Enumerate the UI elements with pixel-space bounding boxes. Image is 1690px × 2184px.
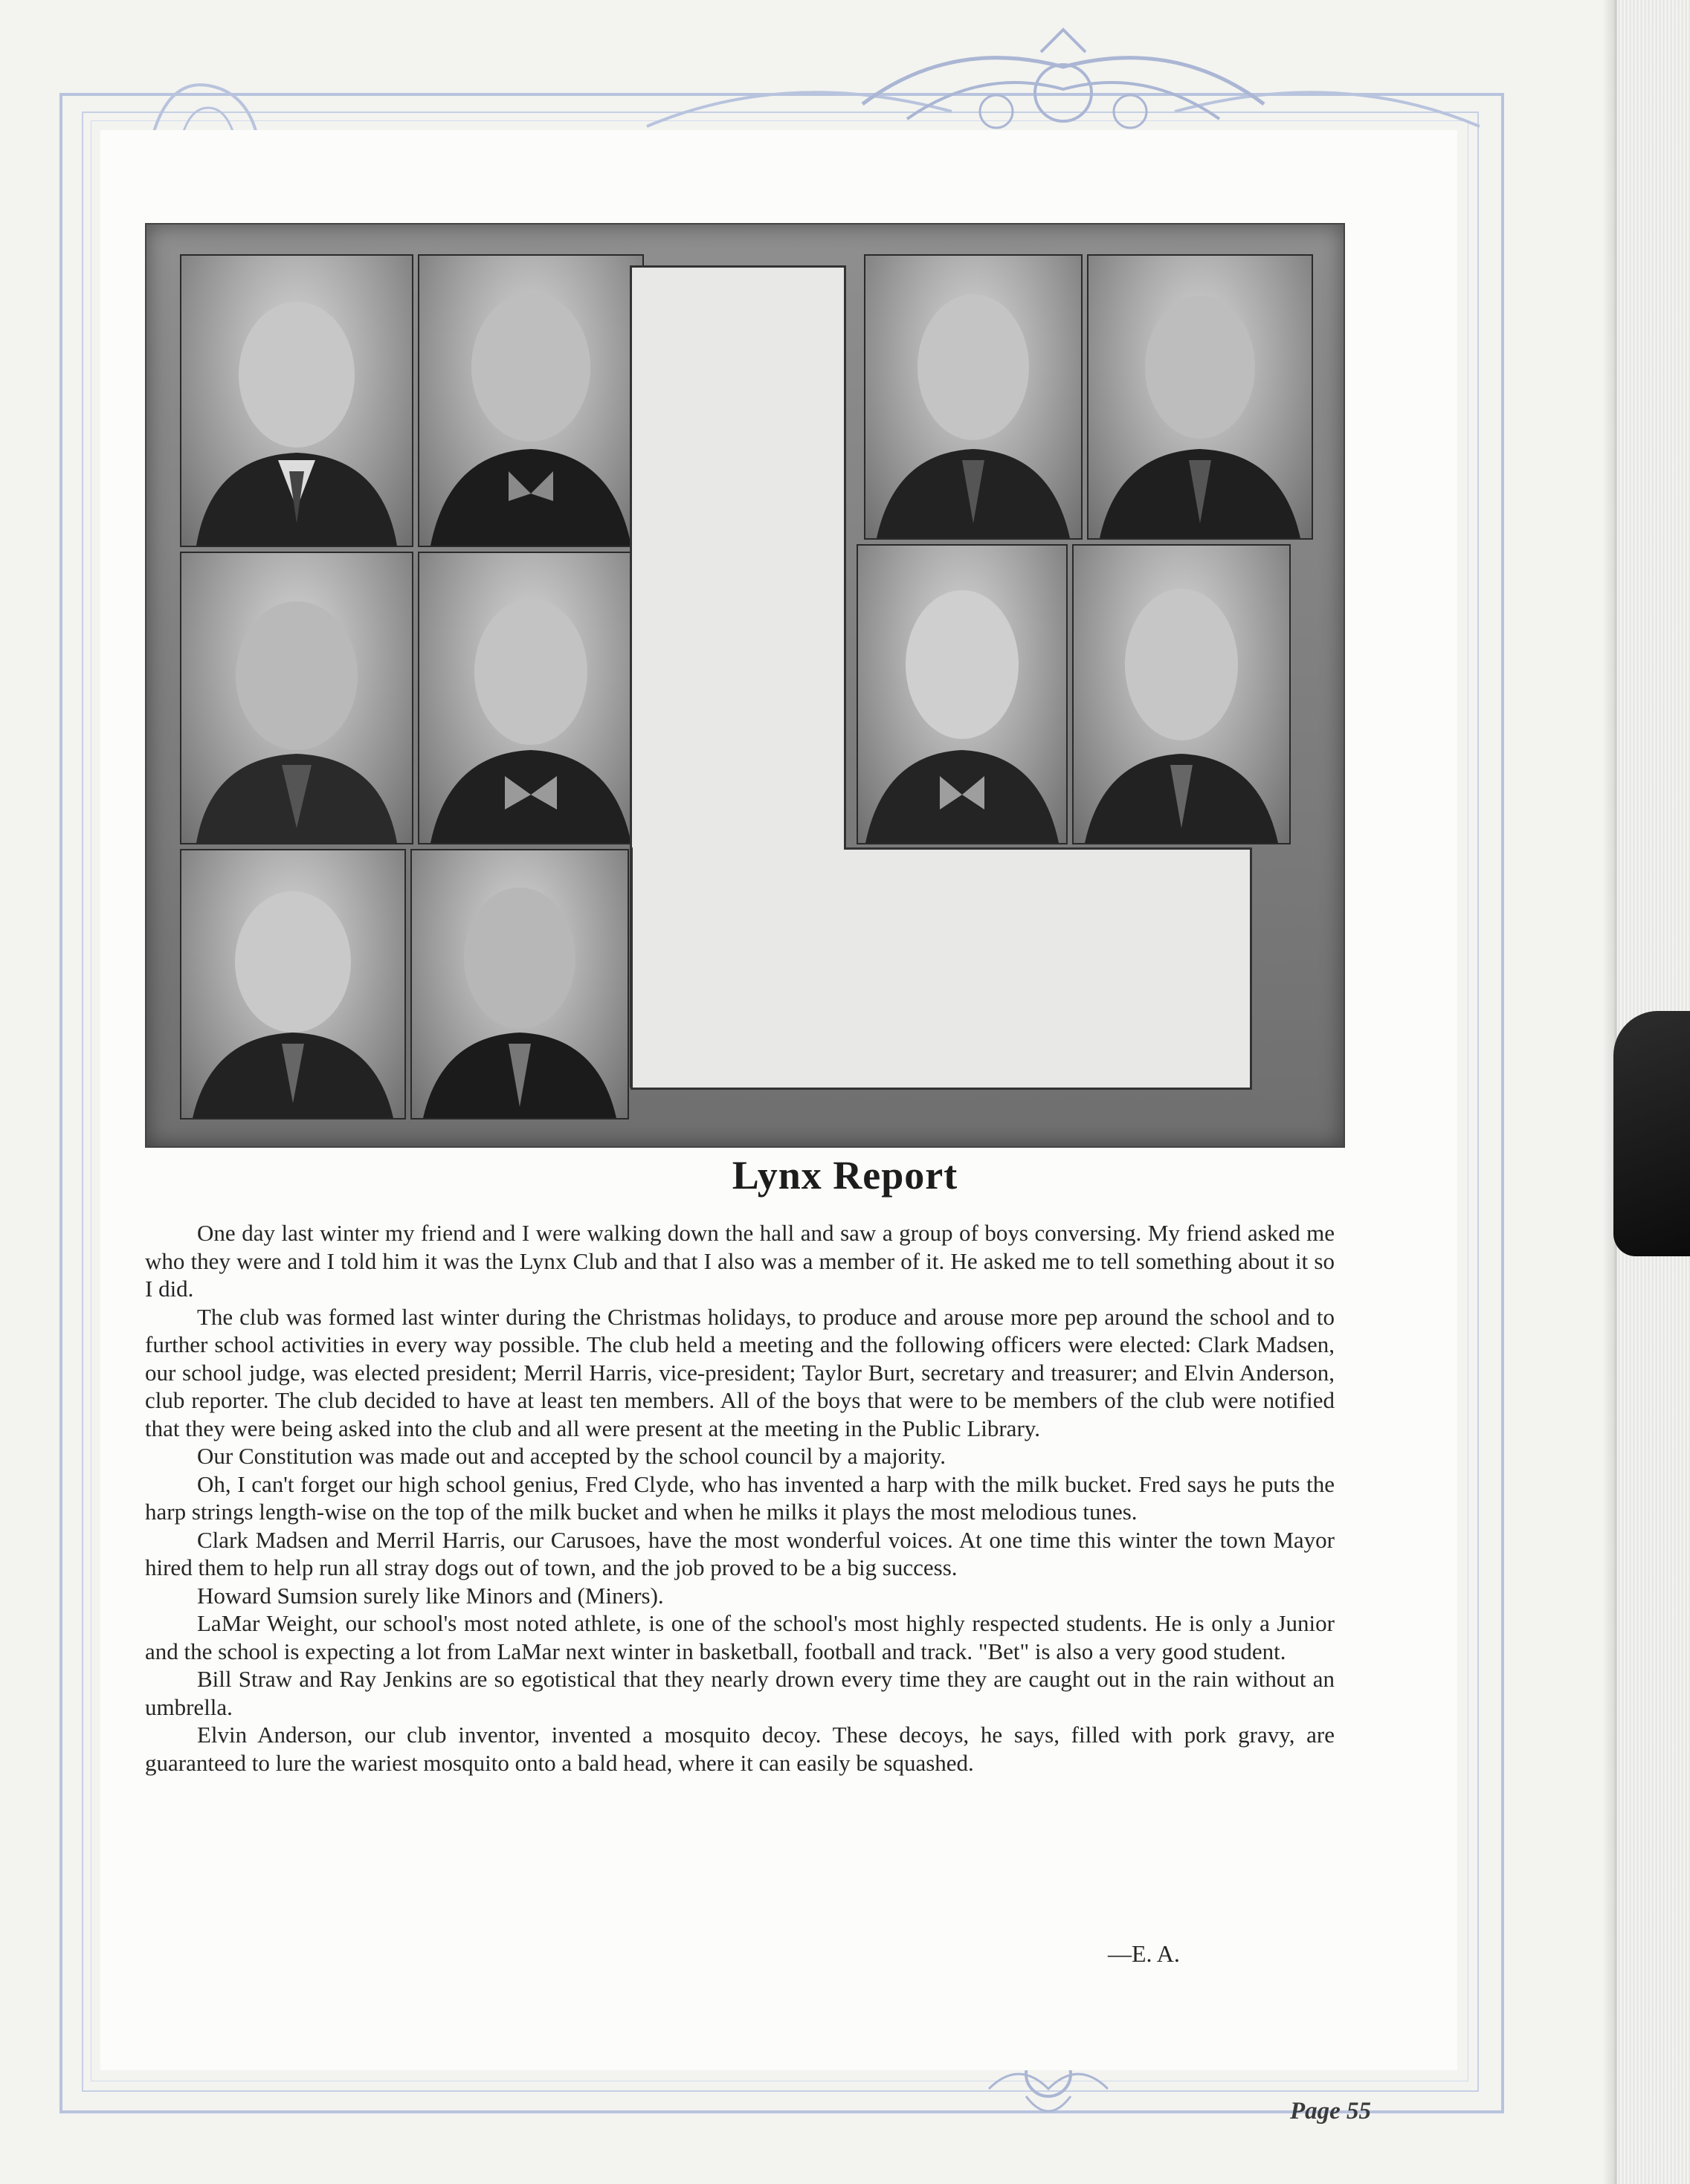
article-paragraph: Elvin Anderson, our club inventor, invented a mosquito decoy. These decoys, he says, filled with pork gravy, are guaranteed to lure the wariest mosquito onto a bald head, where it can easily be squashed. bbox=[145, 1722, 1335, 1776]
article-paragraph: One day last winter my friend and I were walking down the hall and saw a group of boys conversing. My friend asked me who they were and I told him it was the Lynx Club and that I also was a member of it. He asked me to tell something about it so I did. bbox=[145, 1220, 1335, 1302]
article-paragraph: LaMar Weight, our school's most noted athlete, is one of the school's most highly respected students. He is only a Junior and the school is expecting a lot from LaMar next winter in basketball, football and track. "Bet" is also a very good student. bbox=[145, 1610, 1335, 1664]
portrait-photo bbox=[180, 849, 406, 1120]
article-paragraph: Oh, I can't forget our high school genius, Fred Clyde, who has invented a harp with the milk bucket. Fred says he puts the harp strings length-wise on the top of the milk bucket and when he milks it plays the most melodious tunes. bbox=[145, 1470, 1335, 1525]
l-shape-panel-bottom bbox=[630, 847, 1252, 1090]
portrait-photo bbox=[180, 254, 413, 547]
article-paragraph: Howard Sumsion surely like Minors and (Miners). bbox=[197, 1582, 664, 1609]
portrait-photo bbox=[410, 849, 629, 1120]
portrait-photo bbox=[864, 254, 1083, 540]
article-title: Lynx Report bbox=[732, 1153, 958, 1198]
portrait-photo bbox=[1087, 254, 1313, 540]
l-shape-panel-join bbox=[633, 845, 844, 851]
portrait-photo bbox=[418, 552, 644, 844]
page-number: Page 55 bbox=[1290, 2098, 1372, 2125]
article-paragraph: Bill Straw and Ray Jenkins are so egotistical that they nearly drown every time they are caught out in the rain without an umbrella. bbox=[145, 1666, 1335, 1720]
article-paragraph: Our Constitution was made out and accepted by the school council by a majority. bbox=[197, 1443, 946, 1469]
book-clip bbox=[1613, 1011, 1690, 1256]
portrait-photo bbox=[1072, 544, 1291, 844]
article-body bbox=[145, 1219, 1335, 1777]
portrait-photo bbox=[857, 544, 1068, 844]
portrait-photo bbox=[180, 552, 413, 844]
portrait-photo bbox=[418, 254, 644, 547]
author-signature: —E. A. bbox=[1108, 1940, 1180, 1967]
article-paragraph: The club was formed last winter during the Christmas holidays, to produce and arouse more pep around the school and to further school activities in every way possible. The club held a meeting and the following officers were elected: Clark Madsen, our school judge, was elected president; Merril Harris, vice-president; Taylor Burt, secretary and treasurer; and Elvin Anderson, club reporter. The club decided to have at least ten members. All of the boys that were to be members of the club were notified that they were being asked into the club and all were present at the meeting in the Public Library. bbox=[145, 1303, 1335, 1441]
article-paragraph: Clark Madsen and Merril Harris, our Carusoes, have the most wonderful voices. At one time this winter the town Mayor hired them to help run all stray dogs out of town, and the job proved to be a big success. bbox=[145, 1526, 1335, 1580]
